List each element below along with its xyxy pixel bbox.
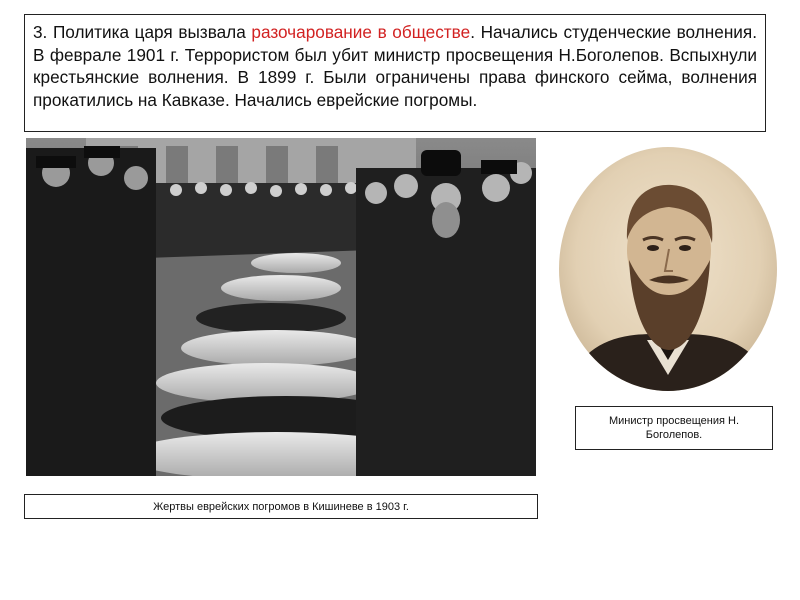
text-highlight: разочарование в обществе [251,22,471,42]
photo-caption [24,494,538,519]
pogrom-victims-photo [26,138,536,476]
text-after: . Начались студенческие волнения. В феврале 1901 г. Террористом был убит министр просвещения Н.Боголепов. Вспыхнули крестьянские волнения. В 1899 г. Были ограничены права финского сейма, волнения прокатились на Кавказе. Начались еврейские погромы. [33,22,757,110]
slide-text [24,14,766,132]
text-before: 3. Политика царя вызвала [33,22,252,42]
portrait-caption [575,406,773,450]
photo-caption-text: Жертвы еврейских погромов в Кишиневе в 1903 г. [153,500,409,513]
bogolepov-portrait [557,145,779,393]
portrait-caption-text: Министр просвещения Н. Боголепов. [608,415,740,441]
